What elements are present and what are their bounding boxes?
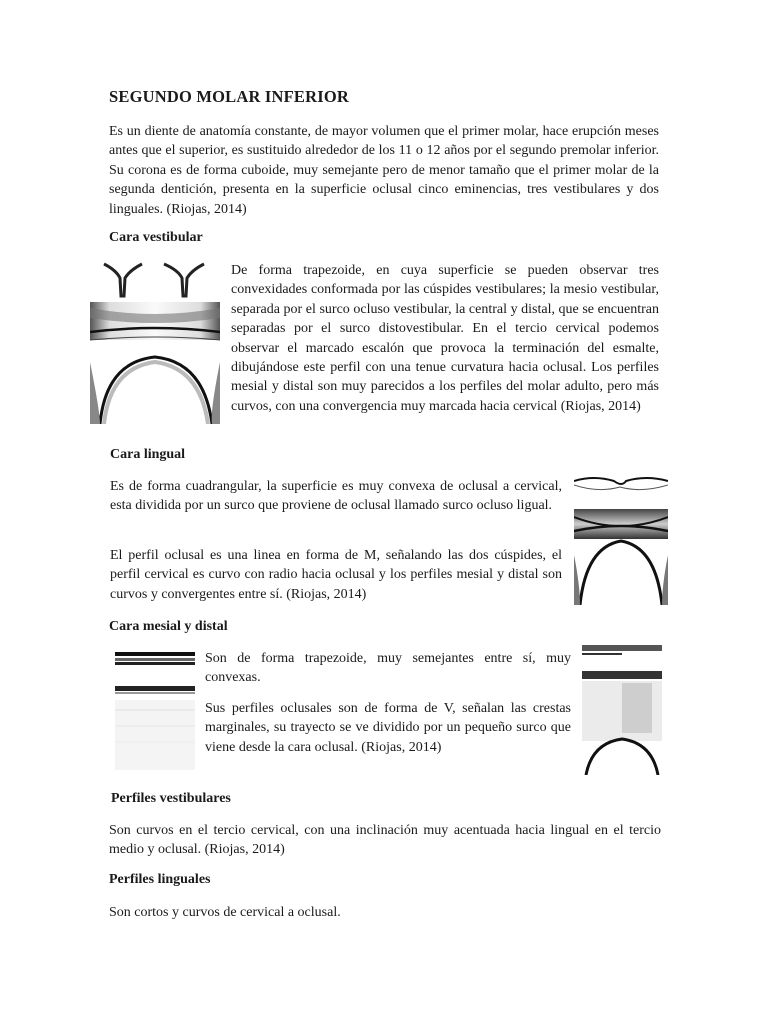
heading-cara-vestibular: Cara vestibular — [109, 230, 203, 245]
lingual-tooth-image — [574, 475, 668, 605]
lingual-paragraph-2: El perfil oclusal es una linea en forma de M, señalando las dos cúspides, el perfil cervical es curvo con radio hacia oclusal y los perfiles mesial y distal son curvos y convergentes entre sí. (Riojas, 2014) — [110, 548, 562, 602]
vestibular-paragraph: De forma trapezoide, en cuya superficie se pueden observar tres convexidades conformada por las cúspides vestibulares; la mesio vestibular, separada por el surco ocluso vestibular, la central y distal, que se encuentran separadas por el surco distovestibular. En el tercio cervical podemos observar el marcado escalón que provoca la terminación del esmalte, dibujándose este perfil con una tenue curvatura hacia oclusal. Los perfiles mesial y distal son muy parecidos a los perfiles del molar adulto, pero más curvos, con una convergencia muy marcada hacia cervical (Riojas, 2014) — [231, 263, 659, 414]
heading-cara-mesial-distal: Cara mesial y distal — [109, 619, 228, 634]
mesial-distal-paragraph-2: Sus perfiles oclusales son de forma de V, señalan las crestas marginales, su trayecto se ve dividido por un pequeño surco que viene desde la cara oclusal. (Riojas, 2014) — [205, 701, 571, 755]
distal-tooth-image — [582, 643, 662, 775]
vestibular-tooth-image — [90, 262, 220, 424]
lingual-paragraph-1: Es de forma cuadrangular, la superficie es muy convexa de oclusal a cervical, esta dividida por un surco que proviene de oclusal llamado surco ocluso ligual. — [110, 479, 562, 514]
heading-perfiles-linguales: Perfiles linguales — [109, 872, 211, 887]
heading-cara-lingual: Cara lingual — [110, 447, 186, 462]
perfiles-linguales-paragraph: Son cortos y curvos de cervical a oclusal. — [109, 905, 341, 920]
document-title: SEGUNDO MOLAR INFERIOR — [109, 87, 350, 106]
perfiles-vestibulares-paragraph: Son curvos en el tercio cervical, con una inclinación muy acentuada hacia lingual en el tercio medio y oclusal. (Riojas, 2014) — [109, 823, 661, 858]
heading-perfiles-vestibulares: Perfiles vestibulares — [111, 791, 231, 806]
mesial-tooth-image — [115, 650, 195, 774]
intro-paragraph: Es un diente de anatomía constante, de mayor volumen que el primer molar, hace erupción meses antes que el superior, es sustituido alrededor de los 11 o 12 años por el segundo premolar inferior. Su corona es de forma cuboide, muy semejante pero de menor tamaño que el primer molar de la segunda dentición, presenta en la superficie oclusal cinco eminencias, tres vestibulares y dos linguales. (Riojas, 2014) — [109, 124, 659, 217]
mesial-distal-paragraph-1: Son de forma trapezoide, muy semejantes entre sí, muy convexas. — [205, 651, 571, 686]
